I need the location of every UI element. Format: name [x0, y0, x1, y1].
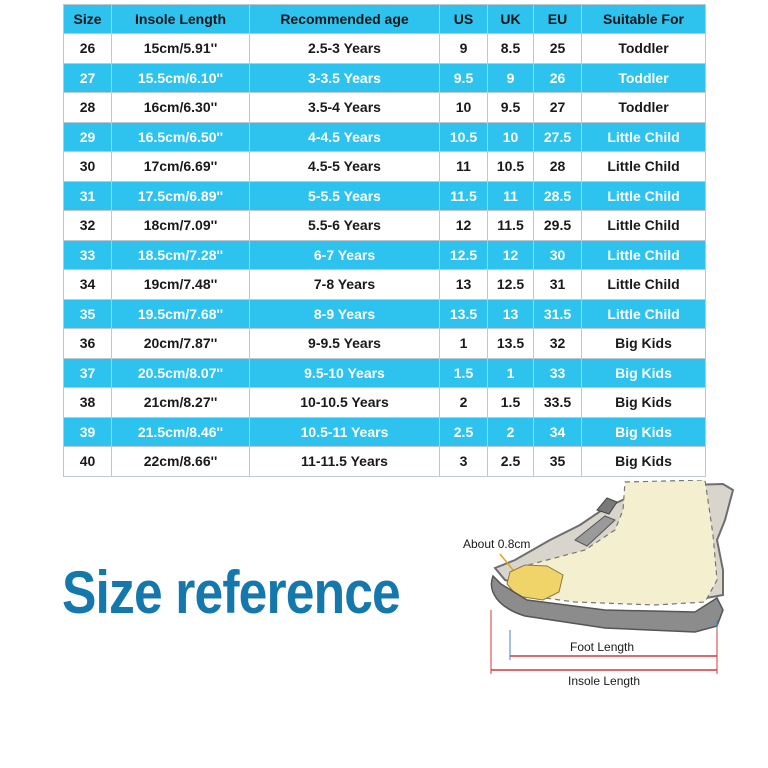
table-cell: 29.5: [534, 211, 582, 241]
table-cell: 2.5: [488, 447, 534, 477]
table-cell: Toddler: [582, 63, 706, 93]
table-cell: 34: [534, 417, 582, 447]
table-cell: 3-3.5 Years: [250, 63, 440, 93]
table-cell: 15cm/5.91'': [112, 34, 250, 64]
table-cell: 31: [534, 270, 582, 300]
table-cell: Little Child: [582, 299, 706, 329]
table-cell: Big Kids: [582, 447, 706, 477]
table-cell: 31: [64, 181, 112, 211]
table-cell: 5.5-6 Years: [250, 211, 440, 241]
insole-length-label: Insole Length: [568, 674, 641, 688]
table-cell: 10.5: [440, 122, 488, 152]
table-cell: 1: [488, 358, 534, 388]
table-cell: 32: [534, 329, 582, 359]
table-cell: 10: [440, 93, 488, 123]
table-cell: 1: [440, 329, 488, 359]
table-cell: 4.5-5 Years: [250, 152, 440, 182]
table-row: [64, 358, 706, 388]
table-cell: 11-11.5 Years: [250, 447, 440, 477]
table-cell: 20.5cm/8.07'': [112, 358, 250, 388]
table-cell: 1.5: [488, 388, 534, 418]
table-cell: 9.5-10 Years: [250, 358, 440, 388]
table-cell: 11: [488, 181, 534, 211]
table-cell: 21cm/8.27'': [112, 388, 250, 418]
gap-label: About 0.8cm: [463, 537, 531, 551]
table-cell: Toddler: [582, 93, 706, 123]
table-cell: 27: [534, 93, 582, 123]
table-cell: 31.5: [534, 299, 582, 329]
table-cell: 2.5-3 Years: [250, 34, 440, 64]
table-row: [64, 299, 706, 329]
table-cell: 21.5cm/8.46'': [112, 417, 250, 447]
table-cell: 33.5: [534, 388, 582, 418]
table-cell: 18cm/7.09'': [112, 211, 250, 241]
table-cell: 9: [440, 34, 488, 64]
table-cell: 26: [534, 63, 582, 93]
table-cell: 30: [534, 240, 582, 270]
table-cell: Little Child: [582, 152, 706, 182]
table-cell: 35: [534, 447, 582, 477]
table-cell: Little Child: [582, 240, 706, 270]
table-cell: 8-9 Years: [250, 299, 440, 329]
table-cell: Little Child: [582, 122, 706, 152]
table-cell: Big Kids: [582, 358, 706, 388]
table-row: [64, 152, 706, 182]
table-cell: 28.5: [534, 181, 582, 211]
column-header: EU: [534, 5, 582, 34]
table-cell: 15.5cm/6.10'': [112, 63, 250, 93]
size-chart-header: [64, 5, 706, 34]
table-cell: 35: [64, 299, 112, 329]
table-cell: 7-8 Years: [250, 270, 440, 300]
table-row: [64, 34, 706, 64]
table-cell: 16cm/6.30'': [112, 93, 250, 123]
table-cell: Big Kids: [582, 417, 706, 447]
table-cell: 8.5: [488, 34, 534, 64]
table-cell: 30: [64, 152, 112, 182]
table-cell: 40: [64, 447, 112, 477]
table-cell: Big Kids: [582, 329, 706, 359]
shoe-foot-diagram: [455, 480, 755, 690]
table-cell: 10: [488, 122, 534, 152]
table-cell: Little Child: [582, 211, 706, 241]
table-cell: 13.5: [488, 329, 534, 359]
table-cell: 3: [440, 447, 488, 477]
column-header: Suitable For: [582, 5, 706, 34]
table-row: [64, 447, 706, 477]
table-cell: 34: [64, 270, 112, 300]
table-cell: 2: [488, 417, 534, 447]
column-header: Recommended age: [250, 5, 440, 34]
table-cell: Little Child: [582, 181, 706, 211]
table-row: [64, 93, 706, 123]
table-cell: 27: [64, 63, 112, 93]
table-row: [64, 181, 706, 211]
table-cell: 13: [488, 299, 534, 329]
table-cell: 9: [488, 63, 534, 93]
column-header: Size: [64, 5, 112, 34]
table-cell: 13: [440, 270, 488, 300]
table-cell: 26: [64, 34, 112, 64]
table-row: [64, 329, 706, 359]
table-cell: 22cm/8.66'': [112, 447, 250, 477]
header-row: [64, 5, 706, 34]
table-row: [64, 122, 706, 152]
size-chart-table: [63, 4, 706, 477]
table-cell: 11: [440, 152, 488, 182]
table-cell: 9.5: [440, 63, 488, 93]
table-cell: 9-9.5 Years: [250, 329, 440, 359]
column-header: US: [440, 5, 488, 34]
table-cell: 37: [64, 358, 112, 388]
table-cell: 11.5: [440, 181, 488, 211]
table-cell: Little Child: [582, 270, 706, 300]
table-cell: 11.5: [488, 211, 534, 241]
table-cell: 17cm/6.69'': [112, 152, 250, 182]
table-cell: 12.5: [440, 240, 488, 270]
table-row: [64, 388, 706, 418]
table-cell: 12: [488, 240, 534, 270]
table-cell: 28: [64, 93, 112, 123]
table-cell: 10-10.5 Years: [250, 388, 440, 418]
table-cell: 2.5: [440, 417, 488, 447]
size-chart-body: [64, 34, 706, 477]
table-cell: 19cm/7.48'': [112, 270, 250, 300]
table-cell: 16.5cm/6.50'': [112, 122, 250, 152]
table-cell: 1.5: [440, 358, 488, 388]
table-cell: 36: [64, 329, 112, 359]
table-cell: 10.5: [488, 152, 534, 182]
foot-length-label: Foot Length: [570, 640, 635, 654]
table-cell: 3.5-4 Years: [250, 93, 440, 123]
table-cell: 12: [440, 211, 488, 241]
table-row: [64, 417, 706, 447]
table-cell: 18.5cm/7.28'': [112, 240, 250, 270]
table-row: [64, 63, 706, 93]
table-cell: 33: [64, 240, 112, 270]
table-cell: 32: [64, 211, 112, 241]
table-cell: 17.5cm/6.89'': [112, 181, 250, 211]
table-cell: 27.5: [534, 122, 582, 152]
table-cell: 5-5.5 Years: [250, 181, 440, 211]
size-reference-title: Size reference: [62, 559, 400, 626]
table-cell: 13.5: [440, 299, 488, 329]
table-cell: 19.5cm/7.68'': [112, 299, 250, 329]
table-cell: 9.5: [488, 93, 534, 123]
table-cell: 33: [534, 358, 582, 388]
table-cell: 2: [440, 388, 488, 418]
table-row: [64, 211, 706, 241]
table-cell: 12.5: [488, 270, 534, 300]
column-header: UK: [488, 5, 534, 34]
table-row: [64, 240, 706, 270]
table-cell: 25: [534, 34, 582, 64]
table-row: [64, 270, 706, 300]
table-cell: 10.5-11 Years: [250, 417, 440, 447]
table-cell: 39: [64, 417, 112, 447]
table-cell: Big Kids: [582, 388, 706, 418]
table-cell: 29: [64, 122, 112, 152]
table-cell: 20cm/7.87'': [112, 329, 250, 359]
table-cell: Toddler: [582, 34, 706, 64]
table-cell: 4-4.5 Years: [250, 122, 440, 152]
table-cell: 28: [534, 152, 582, 182]
column-header: Insole Length: [112, 5, 250, 34]
table-cell: 6-7 Years: [250, 240, 440, 270]
table-cell: 38: [64, 388, 112, 418]
